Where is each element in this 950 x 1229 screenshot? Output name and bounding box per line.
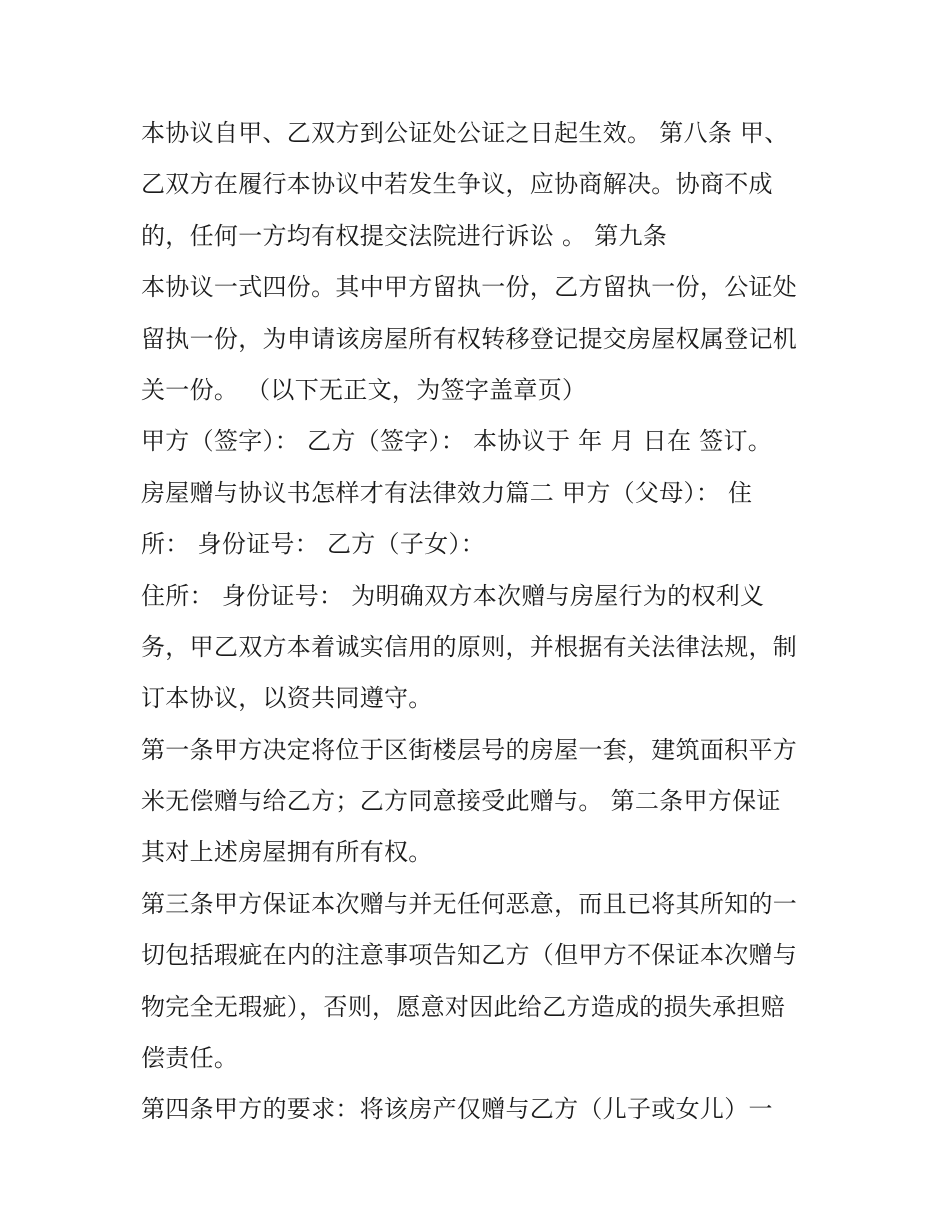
text-line: 本协议一式四份。其中甲方留执一份，乙方留执一份，公证处: [141, 273, 798, 302]
text-line: 第一条甲方决定将位于区街楼层号的房屋一套，建筑面积平方: [141, 735, 798, 764]
text-line: 务，甲乙双方本着诚实信用的原则，并根据有关法律法规，制: [141, 632, 798, 661]
text-line: 其对上述房屋拥有所有权。: [141, 838, 433, 867]
text-line: 物完全无瑕疵），否则，愿意对因此给乙方造成的损失承担赔: [141, 992, 786, 1021]
text-line: 住所： 身份证号： 为明确双方本次赠与房屋行为的权利义: [141, 581, 765, 610]
text-line: 订本协议，以资共同遵守。: [141, 684, 433, 713]
text-line: 第四条甲方的要求：将该房产仅赠与乙方（儿子或女儿）一: [141, 1095, 773, 1124]
text-line: 关一份。 （以下无正文，为签字盖章页）: [141, 375, 587, 404]
text-line: 切包括瑕疵在内的注意事项告知乙方（但甲方不保证本次赠与: [141, 941, 798, 970]
document-body: [141, 108, 821, 1136]
text-line: 乙双方在履行本协议中若发生争议，应协商解决。协商不成: [141, 170, 773, 199]
text-line: 所： 身份证号： 乙方（子女）：: [141, 530, 486, 559]
text-line: 的，任何一方均有权提交法院进行诉讼 。 第九条: [141, 221, 668, 250]
text-line: 留执一份，为申请该房屋所有权转移登记提交房屋权属登记机: [141, 324, 798, 353]
text-line: 本协议自甲、乙双方到公证处公证之日起生效。 第八条 甲、: [141, 119, 789, 147]
text-line: 偿责任。: [141, 1044, 239, 1073]
text-line: 甲方（签字）： 乙方（签字）： 本协议于 年 月 日在 签订。: [141, 427, 773, 456]
text-line: 第三条甲方保证本次赠与并无任何恶意，而且已将其所知的一: [141, 889, 798, 918]
text-line: 房屋赠与协议书怎样才有法律效力篇二 甲方（父母）： 住: [141, 478, 753, 507]
text-line: 米无偿赠与给乙方；乙方同意接受此赠与。 第二条甲方保证: [141, 787, 781, 816]
